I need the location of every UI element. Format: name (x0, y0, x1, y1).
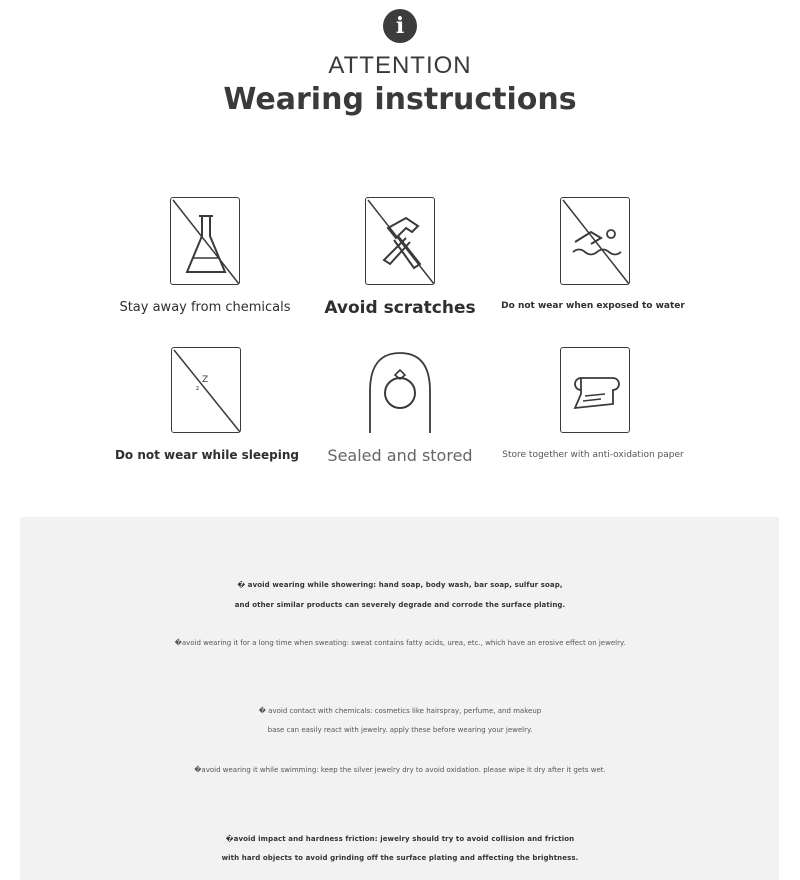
svg-text:Z: Z (202, 375, 209, 385)
hammer-icon (365, 197, 435, 285)
caption-chemicals: Stay away from chemicals (119, 300, 291, 315)
note-impact-line2: with hard objects to avoid grinding off the surface plating and affecting the brightness. (221, 854, 579, 862)
ring-box-icon (368, 351, 432, 434)
info-icon: i (383, 9, 417, 43)
note-chemicals-line1: � avoid contact with chemicals: cosmetics like hairspray, perfume, and makeup (258, 707, 542, 715)
caption-water: Do not wear when exposed to water (501, 301, 685, 311)
notes-panel (20, 517, 779, 880)
note-swimming: �avoid wearing it while swimming: keep the silver jewelry dry to avoid oxidation. please wipe it dry after it gets wet. (194, 766, 606, 774)
attention-heading: ATTENTION (328, 52, 472, 79)
page-title: Wearing instructions (223, 82, 577, 117)
swimmer-icon (560, 197, 630, 285)
sleep-icon (171, 347, 241, 433)
paper-roll-icon (560, 347, 630, 433)
note-chemicals-line2: base can easily react with jewelry. apply these before wearing your jewelry. (267, 726, 533, 734)
caption-scratches: Avoid scratches (324, 298, 476, 318)
caption-sealed: Sealed and stored (327, 446, 473, 465)
caption-sleeping: Do not wear while sleeping (114, 448, 300, 462)
flask-icon (170, 197, 240, 285)
note-impact-line1: �avoid impact and hardness friction: jewelry should try to avoid collision and friction (225, 835, 575, 843)
note-showering-line1: � avoid wearing while showering: hand soap, body wash, bar soap, sulfur soap, (237, 581, 563, 589)
note-showering-line2: and other similar products can severely degrade and corrode the surface plating. (234, 601, 566, 609)
caption-anti-oxidation: Store together with anti-oxidation paper (502, 450, 684, 460)
note-sweating: �avoid wearing it for a long time when sweating: sweat contains fatty acids, urea, etc., which have an erosive effect on jewelry. (174, 639, 626, 647)
svg-text:z: z (196, 385, 200, 392)
